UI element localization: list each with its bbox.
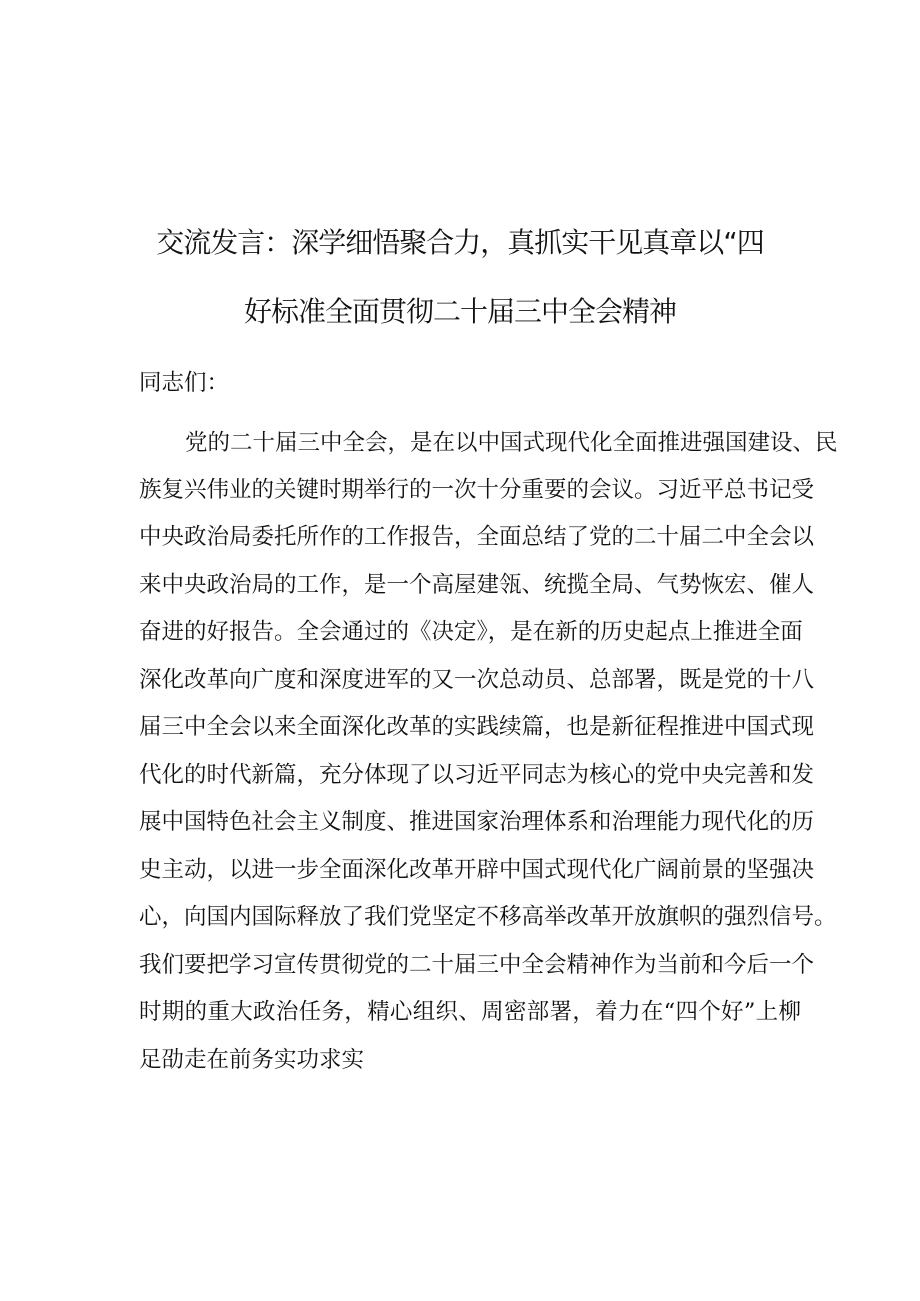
paragraph-line: 族复兴伟业的关键时期举行的一次十分重要的会议。习近平总书记受	[139, 477, 815, 503]
salutation: 同志们：	[139, 370, 230, 396]
paragraph-line: 展中国特色社会主义制度、推进国家治理体系和治理能力现代化的历	[139, 809, 815, 835]
paragraph-line: 中央政治局委托所作的工作报告，全面总结了党的二十届二中全会以	[139, 524, 815, 550]
paragraph-line: 心，向国内国际释放了我们党坚定不移高举改革开放旗帜的强烈信号。	[139, 904, 837, 930]
paragraph-line: 代化的时代新篇，充分体现了以习近平同志为核心的党中央完善和发	[139, 762, 815, 788]
paragraph-line: 史主动，以进一步全面深化改革开辟中国式现代化广阔前景的坚强决	[139, 857, 815, 883]
paragraph-line: 深化改革向广度和深度进军的又一次总动员、总部署，既是党的十八	[139, 667, 815, 693]
paragraph-line: 我们要把学习宣传贯彻党的二十届三中全会精神作为当前和今后一个	[139, 952, 815, 978]
title-line-1: 交流发言：深学细悟聚合力，真抓实干见真章以“四	[156, 226, 764, 259]
paragraph-line: 来中央政治局的工作，是一个高屋建瓴、统揽全局、气势恢宏、催人	[139, 572, 815, 598]
paragraph-line: 足劭走在前务实功求实	[139, 1047, 365, 1073]
paragraph-line: 届三中全会以来全面深化改革的实践续篇，也是新征程推进中国式现	[139, 714, 815, 740]
paragraph-line: 党的二十届三中全会，是在以中国式现代化全面推进强国建设、民	[185, 430, 838, 456]
paragraph-line: 奋进的好报告。全会通过的《决定》，是在新的历史起点上推进全面	[139, 619, 803, 645]
title-line-2: 好标准全面贯彻二十届三中全会精神	[243, 295, 676, 328]
paragraph-line: 时期的重大政治任务，精心组织、周密部署，着力在“四个好”上柳	[139, 999, 801, 1025]
